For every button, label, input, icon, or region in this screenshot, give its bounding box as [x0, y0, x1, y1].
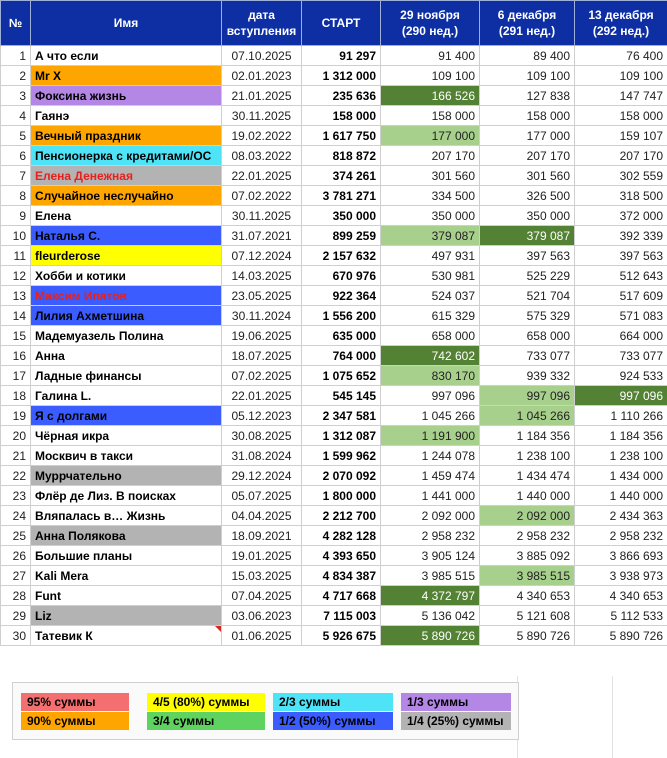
start-amount-cell[interactable]: 350 000 [302, 206, 381, 226]
week-290-cell[interactable]: 1 244 078 [381, 446, 480, 466]
table-row [1, 66, 667, 86]
table-row [1, 146, 667, 166]
week-292-cell[interactable]: 1 110 266 [575, 406, 667, 426]
week-290-cell[interactable]: 615 329 [381, 306, 480, 326]
table-row [1, 546, 667, 566]
table-row [1, 126, 667, 146]
week-290-cell[interactable]: 301 560 [381, 166, 480, 186]
row-number-cell[interactable]: 22 [1, 466, 31, 486]
row-number-cell[interactable]: 19 [1, 406, 31, 426]
week-290-cell[interactable]: 109 100 [381, 66, 480, 86]
table-row [1, 86, 667, 106]
week-290-cell[interactable]: 497 931 [381, 246, 480, 266]
header-week-291[interactable] [480, 1, 575, 46]
row-number-cell[interactable]: 14 [1, 306, 31, 326]
start-amount-cell[interactable]: 235 636 [302, 86, 381, 106]
legend-item: 2/3 суммы [273, 693, 393, 711]
week-291-cell[interactable]: 5 121 608 [480, 606, 575, 626]
table-row [1, 566, 667, 586]
week-290-cell[interactable]: 158 000 [381, 106, 480, 126]
row-number-cell[interactable]: 25 [1, 526, 31, 546]
week-291-cell[interactable]: 733 077 [480, 346, 575, 366]
week-292-cell[interactable]: 3 938 973 [575, 566, 667, 586]
table-row [1, 526, 667, 546]
table-row [1, 286, 667, 306]
join-date-cell[interactable]: 30.11.2025 [222, 106, 302, 126]
join-date-cell[interactable]: 07.04.2025 [222, 586, 302, 606]
week-292-cell[interactable]: 2 958 232 [575, 526, 667, 546]
header-number[interactable]: № [1, 1, 31, 46]
name-cell[interactable]: Флёр де Лиз. В поисках [31, 486, 222, 506]
week-292-cell[interactable]: 733 077 [575, 346, 667, 366]
table-row [1, 586, 667, 606]
header-start[interactable]: СТАРТ [302, 1, 381, 46]
week-290-cell[interactable]: 3 905 124 [381, 546, 480, 566]
name-cell[interactable]: А что если [31, 46, 222, 66]
week-291-cell[interactable]: 1 238 100 [480, 446, 575, 466]
week-291-cell[interactable]: 3 985 515 [480, 566, 575, 586]
join-date-cell[interactable]: 30.11.2024 [222, 306, 302, 326]
week-291-cell[interactable]: 350 000 [480, 206, 575, 226]
week-291-cell[interactable]: 3 885 092 [480, 546, 575, 566]
join-date-cell[interactable]: 07.02.2025 [222, 366, 302, 386]
name-cell[interactable]: Анна [31, 346, 222, 366]
row-number-cell[interactable]: 28 [1, 586, 31, 606]
name-cell[interactable]: Наталья С. [31, 226, 222, 246]
week-291-cell[interactable]: 4 340 653 [480, 586, 575, 606]
name-cell[interactable]: Чёрная икра [31, 426, 222, 446]
week-291-cell[interactable]: 177 000 [480, 126, 575, 146]
legend-item: 3/4 суммы [147, 712, 265, 730]
table-row [1, 466, 667, 486]
name-cell[interactable]: Мадемуазель Полина [31, 326, 222, 346]
start-amount-cell[interactable]: 3 781 271 [302, 186, 381, 206]
start-amount-cell[interactable]: 2 157 632 [302, 246, 381, 266]
table-row [1, 46, 667, 66]
table-row [1, 506, 667, 526]
week-292-cell[interactable]: 924 533 [575, 366, 667, 386]
join-date-cell[interactable]: 23.05.2025 [222, 286, 302, 306]
week-292-cell[interactable]: 1 440 000 [575, 486, 667, 506]
name-cell[interactable]: fleurderose [31, 246, 222, 266]
header-week-290-line2: (290 нед.) [401, 24, 459, 38]
header-week-291-line2: (291 нед.) [498, 24, 556, 38]
start-amount-cell[interactable]: 4 393 650 [302, 546, 381, 566]
row-number-cell[interactable]: 1 [1, 46, 31, 66]
week-292-cell[interactable]: 5 890 726 [575, 626, 667, 646]
start-amount-cell[interactable]: 670 976 [302, 266, 381, 286]
table-row [1, 626, 667, 646]
start-amount-cell[interactable]: 2 070 092 [302, 466, 381, 486]
week-291-cell[interactable]: 575 329 [480, 306, 575, 326]
name-cell[interactable]: Вечный праздник [31, 126, 222, 146]
comment-indicator-icon[interactable] [215, 626, 221, 632]
start-amount-cell[interactable]: 4 834 387 [302, 566, 381, 586]
week-291-cell[interactable]: 5 890 726 [480, 626, 575, 646]
row-number-cell[interactable]: 10 [1, 226, 31, 246]
join-date-cell[interactable]: 04.04.2025 [222, 506, 302, 526]
week-291-cell[interactable]: 301 560 [480, 166, 575, 186]
week-292-cell[interactable]: 109 100 [575, 66, 667, 86]
start-amount-cell[interactable]: 764 000 [302, 346, 381, 366]
name-cell[interactable]: Лилия Ахметшина [31, 306, 222, 326]
week-291-cell[interactable]: 658 000 [480, 326, 575, 346]
row-number-cell[interactable]: 15 [1, 326, 31, 346]
start-amount-cell[interactable]: 2 347 581 [302, 406, 381, 426]
row-number-cell[interactable]: 17 [1, 366, 31, 386]
name-cell[interactable]: Ладные финансы [31, 366, 222, 386]
row-number-cell[interactable]: 23 [1, 486, 31, 506]
week-292-cell[interactable]: 318 500 [575, 186, 667, 206]
week-290-cell[interactable]: 5 136 042 [381, 606, 480, 626]
row-number-cell[interactable]: 2 [1, 66, 31, 86]
start-amount-cell[interactable]: 4 717 668 [302, 586, 381, 606]
week-290-cell[interactable]: 5 890 726 [381, 626, 480, 646]
join-date-cell[interactable]: 19.01.2025 [222, 546, 302, 566]
name-cell[interactable]: Я с долгами [31, 406, 222, 426]
row-number-cell[interactable]: 27 [1, 566, 31, 586]
table-row [1, 486, 667, 506]
row-number-cell[interactable]: 24 [1, 506, 31, 526]
table-row [1, 386, 667, 406]
week-292-cell[interactable]: 2 434 363 [575, 506, 667, 526]
week-290-cell[interactable]: 530 981 [381, 266, 480, 286]
week-291-cell[interactable]: 1 184 356 [480, 426, 575, 446]
week-291-cell[interactable]: 379 087 [480, 226, 575, 246]
join-date-cell[interactable]: 14.03.2025 [222, 266, 302, 286]
row-number-cell[interactable]: 12 [1, 266, 31, 286]
week-292-cell[interactable]: 302 559 [575, 166, 667, 186]
join-date-cell[interactable]: 07.12.2024 [222, 246, 302, 266]
row-number-cell[interactable]: 3 [1, 86, 31, 106]
name-cell[interactable]: Mr X [31, 66, 222, 86]
join-date-cell[interactable]: 19.06.2025 [222, 326, 302, 346]
week-292-cell[interactable]: 997 096 [575, 386, 667, 406]
join-date-cell[interactable]: 30.08.2025 [222, 426, 302, 446]
week-292-cell[interactable]: 159 107 [575, 126, 667, 146]
start-amount-cell[interactable]: 1 599 962 [302, 446, 381, 466]
start-amount-cell[interactable]: 1 617 750 [302, 126, 381, 146]
table-row [1, 186, 667, 206]
week-291-cell[interactable]: 127 838 [480, 86, 575, 106]
header-week-292[interactable] [575, 1, 667, 46]
start-amount-cell[interactable]: 545 145 [302, 386, 381, 406]
join-date-cell[interactable]: 07.02.2022 [222, 186, 302, 206]
week-290-cell[interactable]: 177 000 [381, 126, 480, 146]
week-291-cell[interactable]: 1 045 266 [480, 406, 575, 426]
week-291-cell[interactable]: 2 958 232 [480, 526, 575, 546]
week-291-cell[interactable]: 89 400 [480, 46, 575, 66]
week-292-cell[interactable]: 1 434 000 [575, 466, 667, 486]
row-number-cell[interactable]: 4 [1, 106, 31, 126]
row-number-cell[interactable]: 20 [1, 426, 31, 446]
join-date-cell[interactable]: 02.01.2023 [222, 66, 302, 86]
table-row [1, 426, 667, 446]
start-amount-cell[interactable]: 5 926 675 [302, 626, 381, 646]
join-date-cell[interactable]: 05.12.2023 [222, 406, 302, 426]
week-291-cell[interactable]: 2 092 000 [480, 506, 575, 526]
table-row [1, 266, 667, 286]
name-cell[interactable]: Случайное неслучайно [31, 186, 222, 206]
week-292-cell[interactable]: 571 083 [575, 306, 667, 326]
name-cell[interactable]: Хобби и котики [31, 266, 222, 286]
start-amount-cell[interactable]: 899 259 [302, 226, 381, 246]
start-amount-cell[interactable]: 1 556 200 [302, 306, 381, 326]
week-290-cell[interactable]: 4 372 797 [381, 586, 480, 606]
header-join-date-line2: вступления [226, 24, 297, 38]
name-cell[interactable]: Liz [31, 606, 222, 626]
legend-item: 1/3 суммы [401, 693, 511, 711]
legend-item: 90% суммы [21, 712, 129, 730]
name-cell[interactable]: Большие планы [31, 546, 222, 566]
week-292-cell[interactable]: 517 609 [575, 286, 667, 306]
name-cell[interactable]: Елена [31, 206, 222, 226]
join-date-cell[interactable]: 30.11.2025 [222, 206, 302, 226]
week-290-cell[interactable]: 334 500 [381, 186, 480, 206]
week-290-cell[interactable]: 997 096 [381, 386, 480, 406]
join-date-cell[interactable]: 31.07.2021 [222, 226, 302, 246]
week-290-cell[interactable]: 166 526 [381, 86, 480, 106]
week-290-cell[interactable]: 742 602 [381, 346, 480, 366]
header-join-date[interactable] [222, 1, 302, 46]
name-cell[interactable]: Москвич в такси [31, 446, 222, 466]
row-number-cell[interactable]: 7 [1, 166, 31, 186]
row-number-cell[interactable]: 11 [1, 246, 31, 266]
name-cell[interactable]: Галина L. [31, 386, 222, 406]
week-291-cell[interactable]: 1 434 474 [480, 466, 575, 486]
week-291-cell[interactable]: 207 170 [480, 146, 575, 166]
week-292-cell[interactable]: 5 112 533 [575, 606, 667, 626]
table-row [1, 446, 667, 466]
week-290-cell[interactable]: 3 985 515 [381, 566, 480, 586]
row-number-cell[interactable]: 5 [1, 126, 31, 146]
week-291-cell[interactable]: 525 229 [480, 266, 575, 286]
header-week-292-line1: 13 декабря [588, 8, 654, 22]
name-cell[interactable]: Вляпалась в… Жизнь [31, 506, 222, 526]
week-292-cell[interactable]: 1 238 100 [575, 446, 667, 466]
name-cell[interactable]: Анна Полякова [31, 526, 222, 546]
join-date-cell[interactable]: 18.09.2021 [222, 526, 302, 546]
week-292-cell[interactable]: 207 170 [575, 146, 667, 166]
week-292-cell[interactable]: 664 000 [575, 326, 667, 346]
week-292-cell[interactable]: 392 339 [575, 226, 667, 246]
week-290-cell[interactable]: 207 170 [381, 146, 480, 166]
row-number-cell[interactable]: 9 [1, 206, 31, 226]
header-week-290-line1: 29 ноября [400, 8, 460, 22]
row-number-cell[interactable]: 21 [1, 446, 31, 466]
row-number-cell[interactable]: 13 [1, 286, 31, 306]
start-amount-cell[interactable]: 1 800 000 [302, 486, 381, 506]
join-date-cell[interactable]: 21.01.2025 [222, 86, 302, 106]
legend-item: 1/4 (25%) суммы [401, 712, 511, 730]
join-date-cell[interactable]: 07.10.2025 [222, 46, 302, 66]
row-number-cell[interactable]: 6 [1, 146, 31, 166]
start-amount-cell[interactable]: 818 872 [302, 146, 381, 166]
join-date-cell[interactable]: 15.03.2025 [222, 566, 302, 586]
table-row [1, 306, 667, 326]
week-292-cell[interactable]: 512 643 [575, 266, 667, 286]
join-date-cell[interactable]: 29.12.2024 [222, 466, 302, 486]
week-290-cell[interactable]: 830 170 [381, 366, 480, 386]
table-row [1, 106, 667, 126]
join-date-cell[interactable]: 08.03.2022 [222, 146, 302, 166]
week-292-cell[interactable]: 76 400 [575, 46, 667, 66]
week-290-cell[interactable]: 2 958 232 [381, 526, 480, 546]
header-week-292-line2: (292 нед.) [592, 24, 650, 38]
week-292-cell[interactable]: 372 000 [575, 206, 667, 226]
name-cell[interactable]: Фоксина жизнь [31, 86, 222, 106]
week-290-cell[interactable]: 91 400 [381, 46, 480, 66]
table-row [1, 406, 667, 426]
join-date-cell[interactable]: 05.07.2025 [222, 486, 302, 506]
name-cell[interactable]: Муррчательно [31, 466, 222, 486]
table-row [1, 166, 667, 186]
table-row [1, 346, 667, 366]
week-291-cell[interactable]: 158 000 [480, 106, 575, 126]
name-cell[interactable]: Kali Mera [31, 566, 222, 586]
week-290-cell[interactable]: 524 037 [381, 286, 480, 306]
join-date-cell[interactable]: 18.07.2025 [222, 346, 302, 366]
row-number-cell[interactable]: 18 [1, 386, 31, 406]
week-291-cell[interactable]: 397 563 [480, 246, 575, 266]
legend-item: 4/5 (80%) суммы [147, 693, 265, 711]
table-row [1, 606, 667, 626]
start-amount-cell[interactable]: 1 312 087 [302, 426, 381, 446]
row-number-cell[interactable]: 29 [1, 606, 31, 626]
week-290-cell[interactable]: 2 092 000 [381, 506, 480, 526]
week-292-cell[interactable]: 4 340 653 [575, 586, 667, 606]
row-number-cell[interactable]: 26 [1, 546, 31, 566]
week-292-cell[interactable]: 158 000 [575, 106, 667, 126]
week-291-cell[interactable]: 997 096 [480, 386, 575, 406]
legend-item: 95% суммы [21, 693, 129, 711]
start-amount-cell[interactable]: 635 000 [302, 326, 381, 346]
join-date-cell[interactable]: 19.02.2022 [222, 126, 302, 146]
join-date-cell[interactable]: 01.06.2025 [222, 626, 302, 646]
week-291-cell[interactable]: 521 704 [480, 286, 575, 306]
join-date-cell[interactable]: 22.01.2025 [222, 166, 302, 186]
week-290-cell[interactable]: 1 045 266 [381, 406, 480, 426]
week-291-cell[interactable]: 109 100 [480, 66, 575, 86]
name-cell[interactable]: Максим Ипатов [31, 286, 222, 306]
start-amount-cell[interactable]: 7 115 003 [302, 606, 381, 626]
start-amount-cell[interactable]: 1 075 652 [302, 366, 381, 386]
grid-line [612, 676, 613, 758]
name-cell[interactable]: Татевик К [31, 626, 222, 646]
start-amount-cell[interactable]: 158 000 [302, 106, 381, 126]
join-date-cell[interactable]: 22.01.2025 [222, 386, 302, 406]
start-amount-cell[interactable]: 2 212 700 [302, 506, 381, 526]
week-292-cell[interactable]: 147 747 [575, 86, 667, 106]
header-week-290[interactable] [381, 1, 480, 46]
table-row [1, 366, 667, 386]
table-body [1, 46, 667, 646]
name-cell[interactable]: Гаянэ [31, 106, 222, 126]
name-cell[interactable]: Funt [31, 586, 222, 606]
row-number-cell[interactable]: 8 [1, 186, 31, 206]
name-cell[interactable]: Елена Денежная [31, 166, 222, 186]
header-week-291-line1: 6 декабря [497, 8, 557, 22]
week-290-cell[interactable]: 379 087 [381, 226, 480, 246]
name-cell[interactable]: Пенсионерка с кредитами/ОС [31, 146, 222, 166]
legend-item: 1/2 (50%) суммы [273, 712, 393, 730]
week-292-cell[interactable]: 397 563 [575, 246, 667, 266]
header-join-date-line1: дата [248, 8, 275, 22]
table-row [1, 206, 667, 226]
header-row [1, 1, 667, 46]
start-amount-cell[interactable]: 1 312 000 [302, 66, 381, 86]
header-name[interactable]: Имя [31, 1, 222, 46]
week-290-cell[interactable]: 1 459 474 [381, 466, 480, 486]
week-291-cell[interactable]: 1 440 000 [480, 486, 575, 506]
week-290-cell[interactable]: 658 000 [381, 326, 480, 346]
week-292-cell[interactable]: 3 866 693 [575, 546, 667, 566]
start-amount-cell[interactable]: 91 297 [302, 46, 381, 66]
color-legend [12, 682, 519, 740]
row-number-cell[interactable]: 16 [1, 346, 31, 366]
join-date-cell[interactable]: 31.08.2024 [222, 446, 302, 466]
week-290-cell[interactable]: 1 191 900 [381, 426, 480, 446]
table-row [1, 246, 667, 266]
week-292-cell[interactable]: 1 184 356 [575, 426, 667, 446]
start-amount-cell[interactable]: 4 282 128 [302, 526, 381, 546]
table-row [1, 226, 667, 246]
row-number-cell[interactable]: 30 [1, 626, 31, 646]
week-290-cell[interactable]: 1 441 000 [381, 486, 480, 506]
start-amount-cell[interactable]: 922 364 [302, 286, 381, 306]
start-amount-cell[interactable]: 374 261 [302, 166, 381, 186]
week-291-cell[interactable]: 326 500 [480, 186, 575, 206]
week-291-cell[interactable]: 939 332 [480, 366, 575, 386]
join-date-cell[interactable]: 03.06.2023 [222, 606, 302, 626]
table-row [1, 326, 667, 346]
week-290-cell[interactable]: 350 000 [381, 206, 480, 226]
